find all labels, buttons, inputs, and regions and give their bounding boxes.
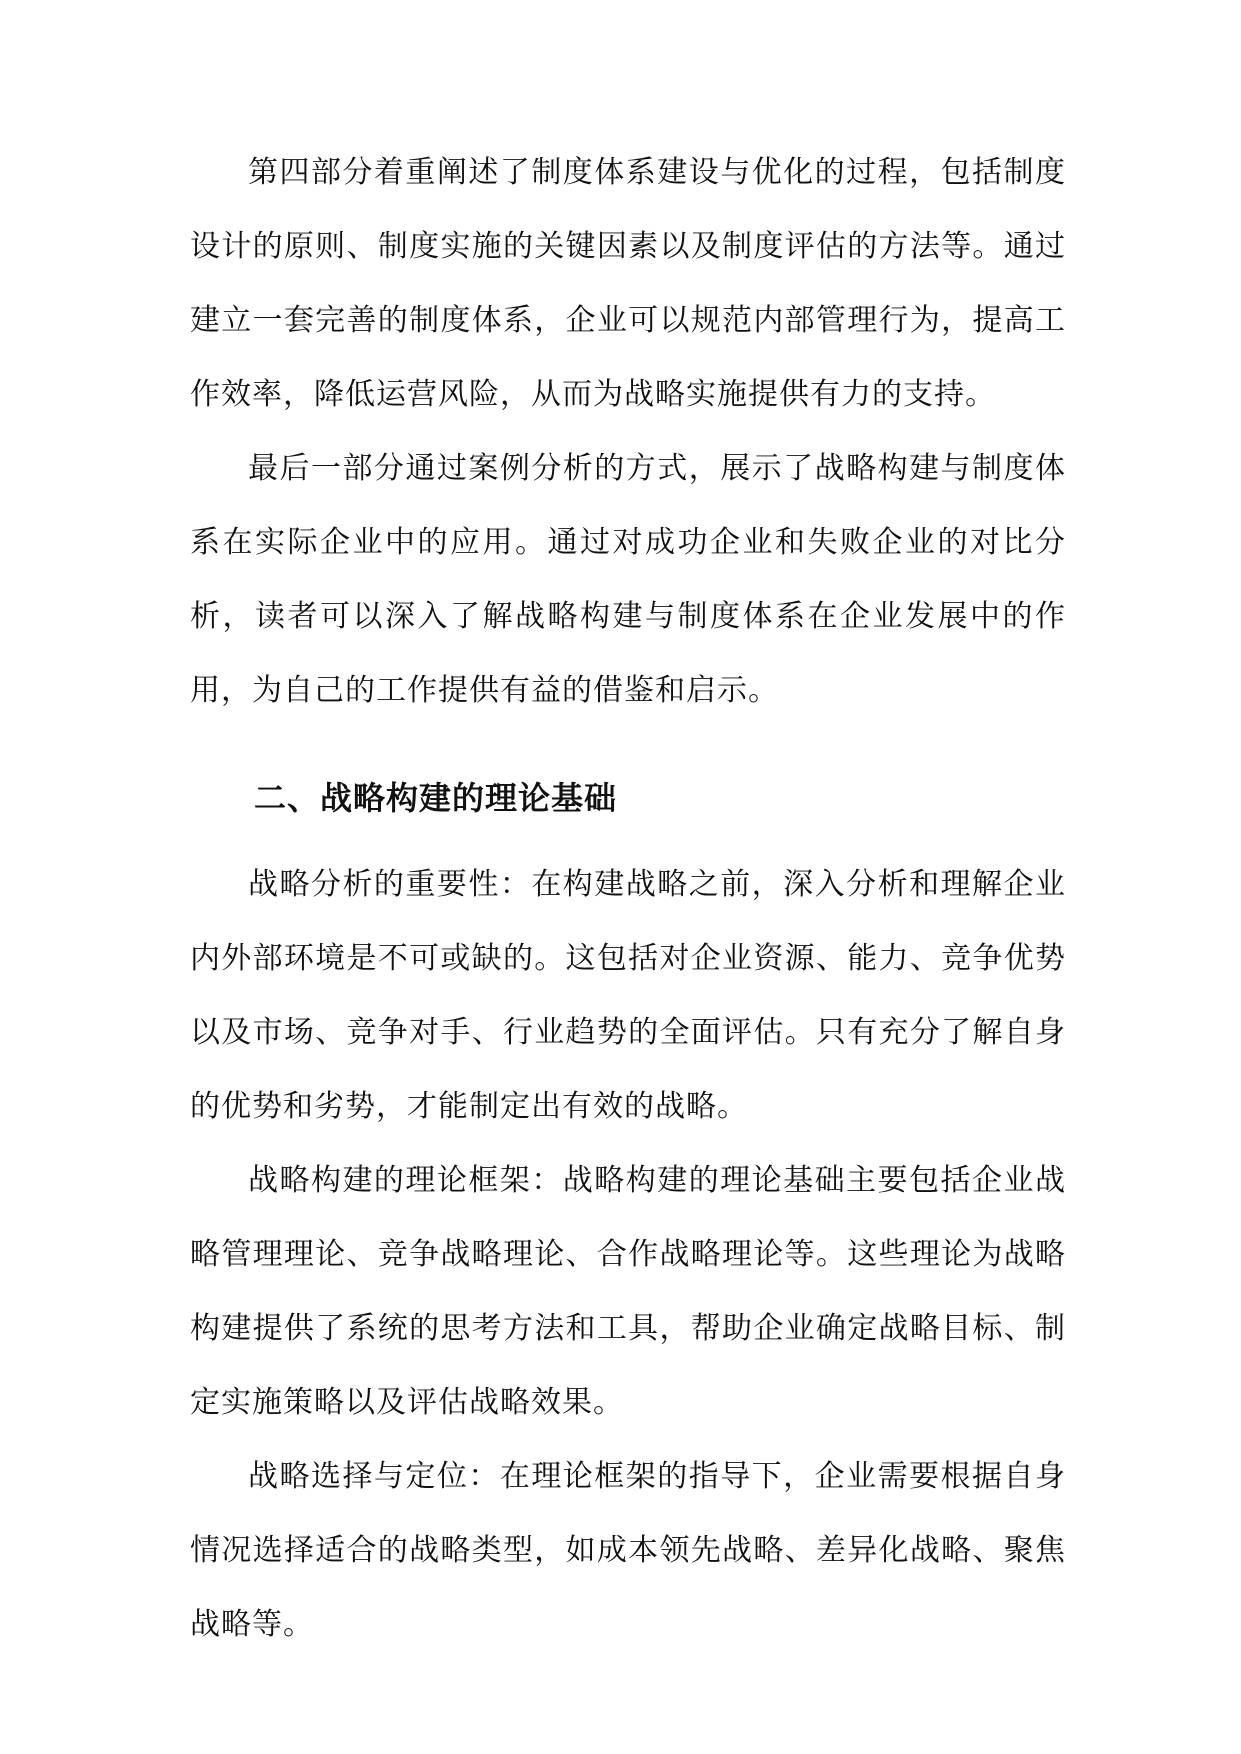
section-heading: 二、战略构建的理论基础 — [254, 779, 618, 817]
body-paragraph: 第四部分着重阐述了制度体系建设与优化的过程，包括制度设计的原则、制度实施的关键因素以及制度评估的方法等。通过建立一套完善的制度体系，企业可以规范内部管理行为，提高工作效率，降低运营风险，从而为战略实施提供有力的支持。 — [190, 155, 1066, 412]
document-body — [190, 136, 1066, 1662]
body-paragraph: 战略选择与定位：在理论框架的指导下，企业需要根据自身情况选择适合的战略类型，如成本领先战略、差异化战略、聚焦战略等。 — [190, 1459, 1066, 1642]
body-paragraph: 最后一部分通过案例分析的方式，展示了战略构建与制度体系在实际企业中的应用。通过对成功企业和失败企业的对比分析，读者可以深入了解战略构建与制度体系在企业发展中的作用，为自己的工作提供有益的借鉴和启示。 — [190, 451, 1066, 708]
body-paragraph: 战略构建的理论框架：战略构建的理论基础主要包括企业战略管理理论、竞争战略理论、合作战略理论等。这些理论为战略构建提供了系统的思考方法和工具，帮助企业确定战略目标、制定实施策略以及评估战略效果。 — [190, 1163, 1066, 1420]
body-paragraph: 战略分析的重要性：在构建战略之前，深入分析和理解企业内外部环境是不可或缺的。这包括对企业资源、能力、竞争优势以及市场、竞争对手、行业趋势的全面评估。只有充分了解自身的优势和劣势，才能制定出有效的战略。 — [190, 867, 1066, 1124]
